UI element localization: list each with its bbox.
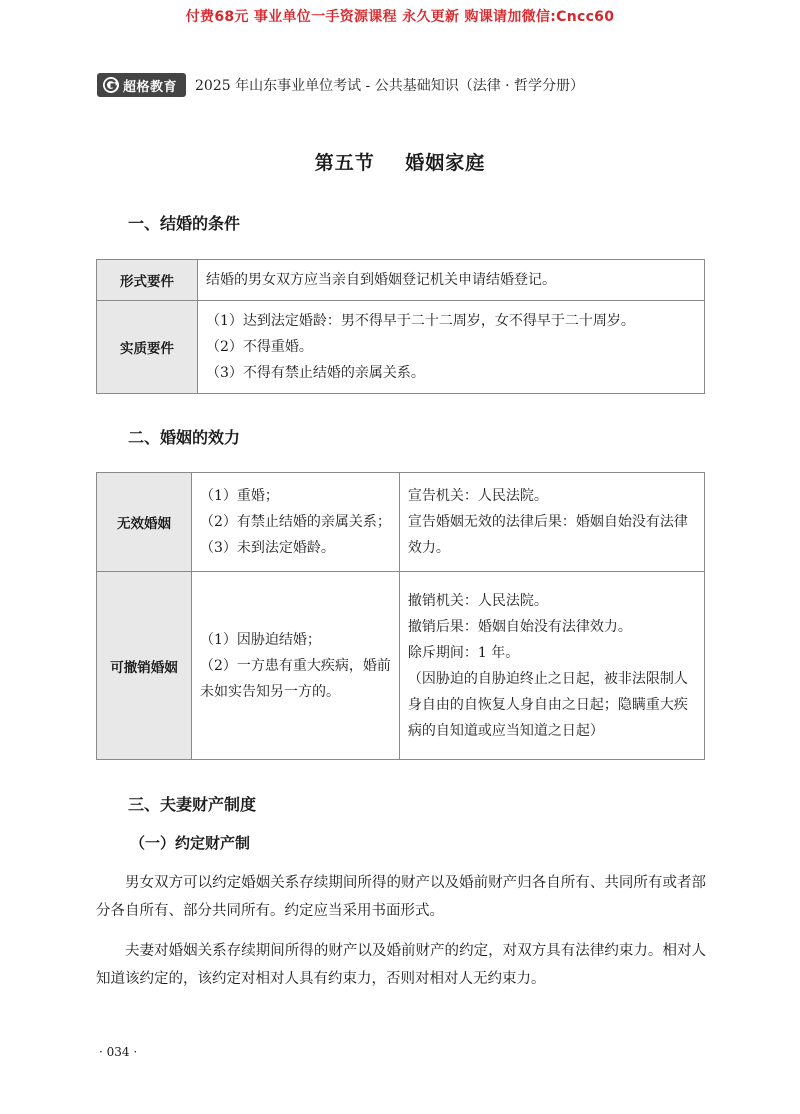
condition-line: （2）一方患有重大疾病，婚前未如实告知另一方的。 [200, 657, 391, 700]
row-label: 可撤销婚姻 [97, 572, 192, 760]
heading-marriage-conditions: 一、结婚的条件 [128, 214, 241, 233]
table-row [97, 473, 705, 572]
condition-line: （2）有禁止结婚的亲属关系； [200, 514, 391, 530]
row-content [198, 260, 705, 301]
condition-line: （3）未到法定婚龄。 [200, 540, 335, 556]
detail-line: 撤销后果：婚姻自始没有法律效力。 [407, 618, 632, 635]
row-label: 实质要件 [97, 301, 198, 394]
paragraph: 男女双方可以约定婚姻关系存续期间所得的财产以及婚前财产归各自所有、共同所有或者部分各自所有、部分共同所有。约定应当采用书面形式。 [96, 875, 706, 919]
paragraph: 夫妻对婚姻关系存续期间所得的财产以及婚前财产的约定，对双方具有法律约束力。相对人知道该约定的，该约定对相对人具有约束力，否则对相对人无约束力。 [96, 943, 706, 987]
detail-line: 宣告机关：人民法院。 [407, 488, 548, 504]
content-line: （3）不得有禁止结婚的亲属关系。 [206, 365, 425, 381]
condition-line: （1）重婚； [200, 488, 279, 504]
row-conditions [192, 473, 400, 572]
heading-marriage-effect: 二、婚姻的效力 [128, 428, 241, 447]
marriage-conditions-table [96, 259, 705, 394]
brand-logo [97, 73, 186, 97]
condition-line: （1）因胁迫结婚； [200, 631, 321, 648]
content-line: （1）达到法定婚龄：男不得早于二十二周岁，女不得早于二十周岁。 [206, 313, 635, 329]
detail-line: 宣告婚姻无效的法律后果：婚姻自始没有法律效力。 [407, 514, 688, 556]
content-line: 结婚的男女双方应当亲自到婚姻登记机关申请结婚登记。 [206, 272, 556, 288]
table-row [97, 260, 705, 301]
row-label: 形式要件 [97, 260, 198, 301]
table-row [97, 301, 705, 394]
section-title: 第五节 婚姻家庭 [314, 152, 486, 174]
marriage-effect-table [96, 472, 705, 760]
detail-line: （因胁迫的自胁迫终止之日起，被非法限制人身自由的自恢复人身自由之日起；隐瞒重大疾病的自知道或应当知道之日起） [407, 670, 688, 739]
row-details [399, 572, 704, 760]
watermark-banner: 付费68元 事业单位一手资源课程 永久更新 购课请加微信:Cncc60 [185, 9, 615, 25]
row-conditions [192, 572, 400, 760]
table-row [97, 572, 705, 760]
row-content [198, 301, 705, 394]
brand-mark-icon [102, 76, 120, 94]
document-header-title: 2025 年山东事业单位考试 - 公共基础知识（法律 · 哲学分册） [195, 78, 585, 94]
subheading-agreed-property: （一）约定财产制 [130, 834, 251, 852]
document-header [97, 73, 584, 97]
page-number: · 034 · [99, 1045, 138, 1059]
brand-logo-text: 超格教育 [123, 79, 178, 95]
content-line: （2）不得重婚。 [206, 339, 313, 355]
detail-line: 除斥期间：1 年。 [407, 644, 520, 661]
row-label: 无效婚姻 [97, 473, 192, 572]
detail-line: 撤销机关：人民法院。 [407, 592, 548, 609]
row-details [399, 473, 704, 572]
heading-property-system: 三、夫妻财产制度 [128, 795, 257, 814]
